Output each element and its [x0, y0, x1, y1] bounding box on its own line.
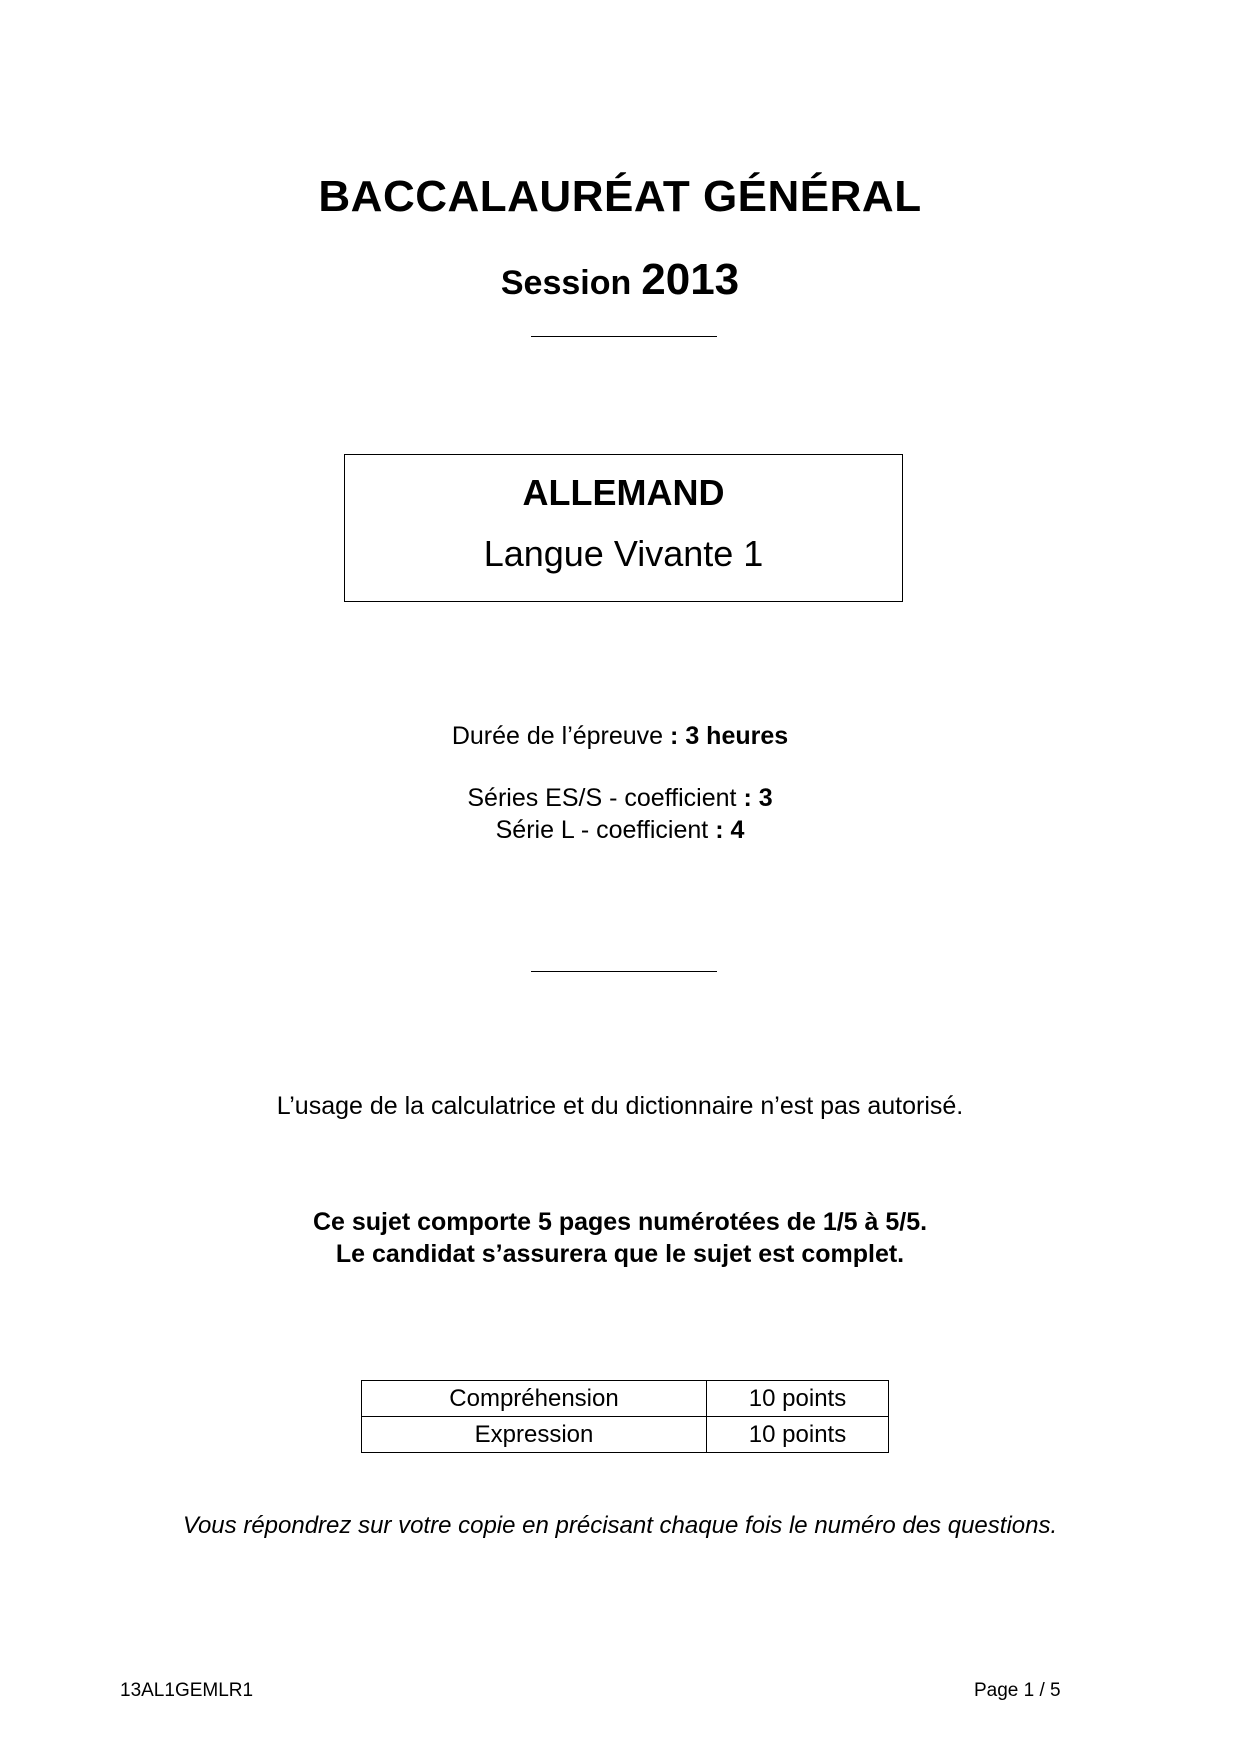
- calculator-notice: L’usage de la calculatrice et du dictionnaire n’est pas autorisé.: [276, 1092, 964, 1120]
- series-l-label: Série L - coefficient: [495, 816, 709, 844]
- session-line: [0, 255, 1240, 305]
- duration-line: [0, 720, 1240, 752]
- duration-label: Durée de l’épreuve: [451, 722, 664, 750]
- subject-level: Langue Vivante 1: [483, 533, 764, 574]
- table-row: [362, 1417, 889, 1453]
- complete-notice: Le candidat s’assurera que le sujet est complet.: [335, 1240, 905, 1268]
- series-es-label: Séries ES/S - coefficient: [467, 784, 737, 812]
- session-label: Session: [500, 264, 632, 302]
- series-l-value: : 4: [715, 816, 745, 844]
- subject-box: [344, 454, 903, 602]
- divider-top: [531, 336, 717, 337]
- table-cell-points: 10 points: [707, 1417, 889, 1453]
- footer-page-number: Page 1 / 5: [974, 1680, 1061, 1701]
- points-table: [361, 1380, 889, 1453]
- session-year: 2013: [641, 255, 740, 304]
- table-cell-part: Expression: [362, 1417, 707, 1453]
- duration-value: : 3 heures: [670, 722, 789, 750]
- series-es-value: : 3: [743, 784, 773, 812]
- table-cell-part: Compréhension: [362, 1381, 707, 1417]
- series-es-line: [0, 782, 1240, 814]
- subject-name: ALLEMAND: [522, 472, 725, 513]
- divider-middle: [531, 971, 717, 972]
- series-l-line: [0, 814, 1240, 846]
- footer-code: 13AL1GEMLR1: [120, 1680, 254, 1701]
- page-title: BACCALAURÉAT GÉNÉRAL: [318, 172, 922, 221]
- table-cell-points: 10 points: [707, 1381, 889, 1417]
- table-row: [362, 1381, 889, 1417]
- pages-notice: Ce sujet comporte 5 pages numérotées de 1/5 à 5/5.: [312, 1208, 928, 1236]
- instructions-text: Vous répondrez sur votre copie en précisant chaque fois le numéro des questions.: [182, 1512, 1058, 1539]
